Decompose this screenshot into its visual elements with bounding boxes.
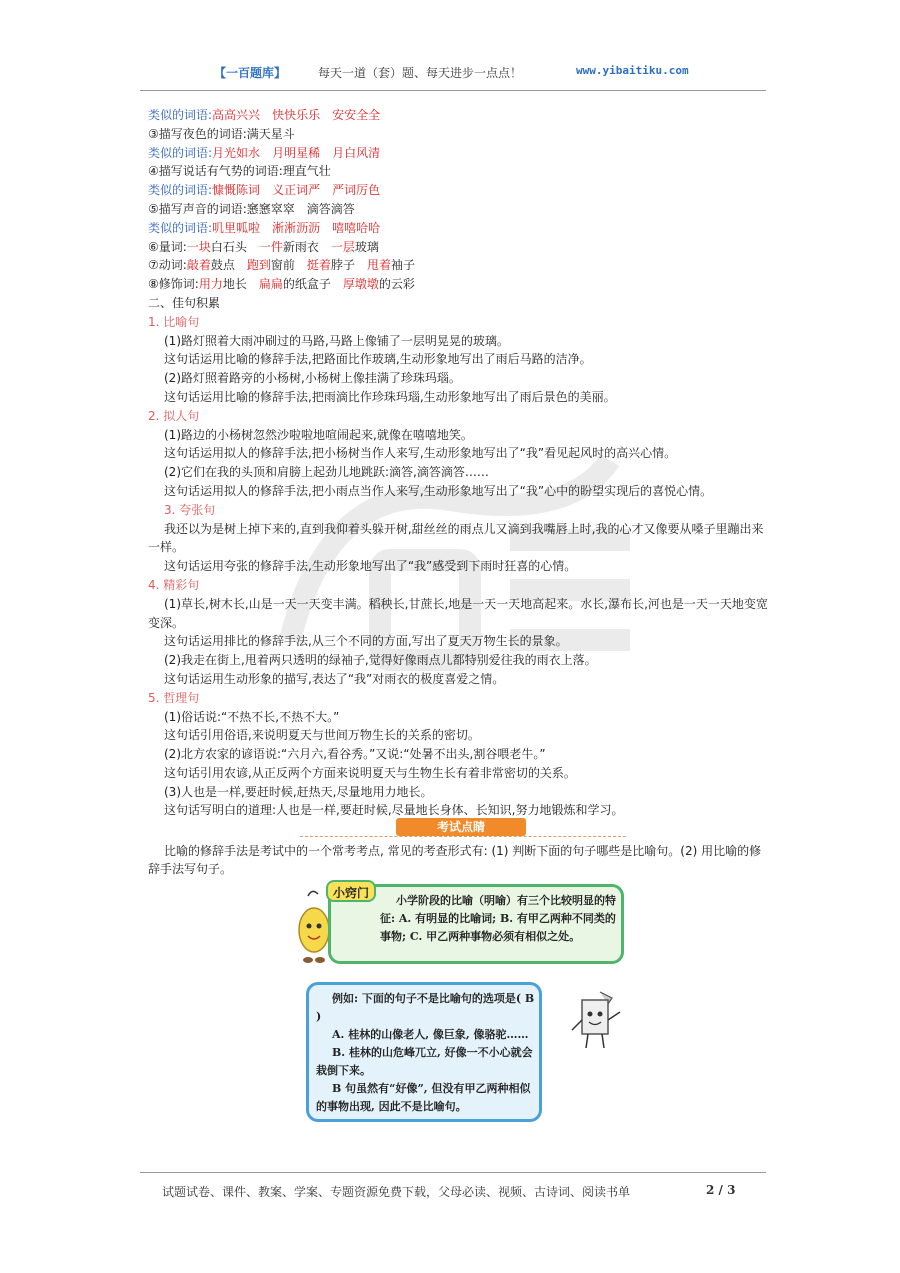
wonderful-p3: (2)我走在街上,甩着两只透明的绿袖子,觉得好像雨点儿都特别爱往我的雨衣上落。 xyxy=(164,653,597,668)
speech-words: ④描写说话有气势的词语:理直气壮 xyxy=(148,164,331,179)
metaphor-title: 1. 比喻句 xyxy=(148,314,200,329)
philosophy-p4: 这句话引用农谚,从正反两个方面来说明夏天与生物生长有着非常密切的关系。 xyxy=(164,765,576,780)
wonderful-p2: 这句话运用排比的修辞手法,从三个不同的方面,写出了夏天万物生长的景象。 xyxy=(164,634,568,649)
cartoon-book-character-icon xyxy=(568,990,624,1052)
tip-label: 小窍门 xyxy=(326,880,376,902)
header-divider xyxy=(140,90,766,91)
wonderful-p4: 这句话运用生动形象的描写,表达了“我”对雨衣的极度喜爱之情。 xyxy=(164,671,505,686)
wonderful-p1: (1)草长,树木长,山是一天一天变丰满。稻秧长,甘蔗长,地是一天一天地高起来。水长,瀑布长,河也是一天一天地变宽变深。 xyxy=(148,596,768,630)
page-number: 2 / 3 xyxy=(706,1183,736,1197)
hyperbole-p2: 这句话运用夸张的修辞手法,生动形象地写出了“我”感受到下雨时狂喜的心情。 xyxy=(164,559,577,574)
personification-title: 2. 拟人句 xyxy=(148,408,200,423)
page-header xyxy=(0,64,900,84)
footer-divider xyxy=(140,1172,766,1173)
similar-words-4: 类似的词语:叽里呱啦 淅淅沥沥 嘻嘻哈哈 xyxy=(148,220,381,235)
example-explanation: B 句虽然有“好像”, 但没有甲乙两种相似的事物出现, 因此不是比喻句。 xyxy=(316,1082,531,1113)
metaphor-p2: 这句话运用比喻的修辞手法,把路面比作玻璃,生动形象地写出了雨后马路的洁净。 xyxy=(164,352,592,367)
metaphor-p1: (1)路灯照着大雨冲刷过的马路,马路上像铺了一层明晃晃的玻璃。 xyxy=(164,333,509,348)
similar-words-2: 类似的词语:月光如水 月明星稀 月白风清 xyxy=(148,145,381,160)
hyperbole-title: 3. 夸张句 xyxy=(164,502,216,517)
personification-p4: 这句话运用拟人的修辞手法,把小雨点当作人来写,生动形象地写出了“我”心中的盼望实现后的喜悦心情。 xyxy=(164,483,713,498)
personification-p3: (2)它们在我的头顶和肩膀上起劲儿地跳跃:滴答,滴答滴答…… xyxy=(164,465,489,480)
philosophy-p1: (1)俗话说:“不热不长,不热不大。” xyxy=(164,709,340,724)
personification-p1: (1)路边的小杨树忽然沙啦啦地喧闹起来,就像在嘻嘻地笑。 xyxy=(164,427,473,442)
example-option-b: B. 桂林的山危峰兀立, 好像一不小心就会栽倒下来。 xyxy=(316,1046,533,1077)
modifier-words: ⑧修饰词:用力地长 扁扁的纸盒子 厚墩墩的云彩 xyxy=(148,277,415,292)
slogan: 每天一道（套）题、每天进步一点点！ xyxy=(318,66,523,80)
philosophy-p6: 这句话写明白的道理:人也是一样,要赶时候,尽量地长身体、长知识,努力地锻炼和学习。 xyxy=(164,803,624,818)
philosophy-title: 5. 哲理句 xyxy=(148,690,200,705)
measure-words: ⑥量词:一块白石头 一件新雨衣 一层玻璃 xyxy=(148,239,379,254)
hyperbole-p1: 我还以为是树上掉下来的,直到我仰着头躲开树,甜丝丝的雨点儿又滴到我嘴唇上时,我的心才又像要从嗓子里蹦出来一样。 xyxy=(148,521,764,555)
footer-text: 试题试卷、课件、教案、学案、专题资源免费下载，父母必读、视频、古诗词、阅读书单 xyxy=(162,1185,631,1199)
night-words: ③描写夜色的词语:满天星斗 xyxy=(148,126,295,141)
philosophy-p2: 这句话引用俗语,来说明夏天与世间万物生长的关系的密切。 xyxy=(164,728,480,743)
tip-text: 小学阶段的比喻（明喻）有三个比较明显的特征: A. 有明显的比喻词; B. 有甲乙两种不同类的事物; C. 甲乙两种事物必须有相似之处。 xyxy=(380,894,616,943)
similar-words-3: 类似的词语:慷慨陈词 义正词严 严词厉色 xyxy=(148,183,381,198)
personification-p2: 这句话运用拟人的修辞手法,把小杨树当作人来写,生动形象地写出了“我”看见起风时的高兴心情。 xyxy=(164,446,677,461)
metaphor-p4: 这句话运用比喻的修辞手法,把雨滴比作珍珠玛瑙,生动形象地写出了雨后景色的美丽。 xyxy=(164,389,616,404)
example-question: 例如: 下面的句子不是比喻句的选项是( B ) xyxy=(316,992,535,1023)
section-heading: 二、佳句积累 xyxy=(148,295,221,310)
exam-title: 考试点睛 xyxy=(396,818,526,836)
site-url[interactable]: www.yibaitiku.com xyxy=(576,64,689,77)
similar-words-1: 类似的词语:高高兴兴 快快乐乐 安安全全 xyxy=(148,108,381,122)
philosophy-p3: (2)北方农家的谚语说:“六月六,看谷秀。”又说:“处暑不出头,割谷喂老牛。” xyxy=(164,747,546,762)
exam-banner xyxy=(300,818,626,838)
example-text xyxy=(316,990,536,1116)
example-option-a: A. 桂林的山像老人, 像巨象, 像骆驼…… xyxy=(332,1028,529,1041)
wonderful-title: 4. 精彩句 xyxy=(148,577,200,592)
sound-words: ⑤描写声音的词语:窸窸窣窣 滴答滴答 xyxy=(148,201,355,216)
brand: 【一百题库】 xyxy=(214,66,287,80)
main-content xyxy=(148,106,768,820)
metaphor-p3: (2)路灯照着路旁的小杨树,小杨树上像挂满了珍珠玛瑙。 xyxy=(164,371,461,386)
exam-paragraph: 比喻的修辞手法是考试中的一个常考考点, 常见的考查形式有: (1) 判断下面的句子哪些是比喻句。(2) 用比喻的修辞手法写句子。 xyxy=(148,844,762,876)
exam-divider xyxy=(300,836,626,837)
verb-words: ⑦动词:敲着鼓点 跑到窗前 挺着脖子 甩着袖子 xyxy=(148,258,415,273)
philosophy-p5: (3)人也是一样,要赶时候,赶热天,尽量地用力地长。 xyxy=(164,784,433,799)
